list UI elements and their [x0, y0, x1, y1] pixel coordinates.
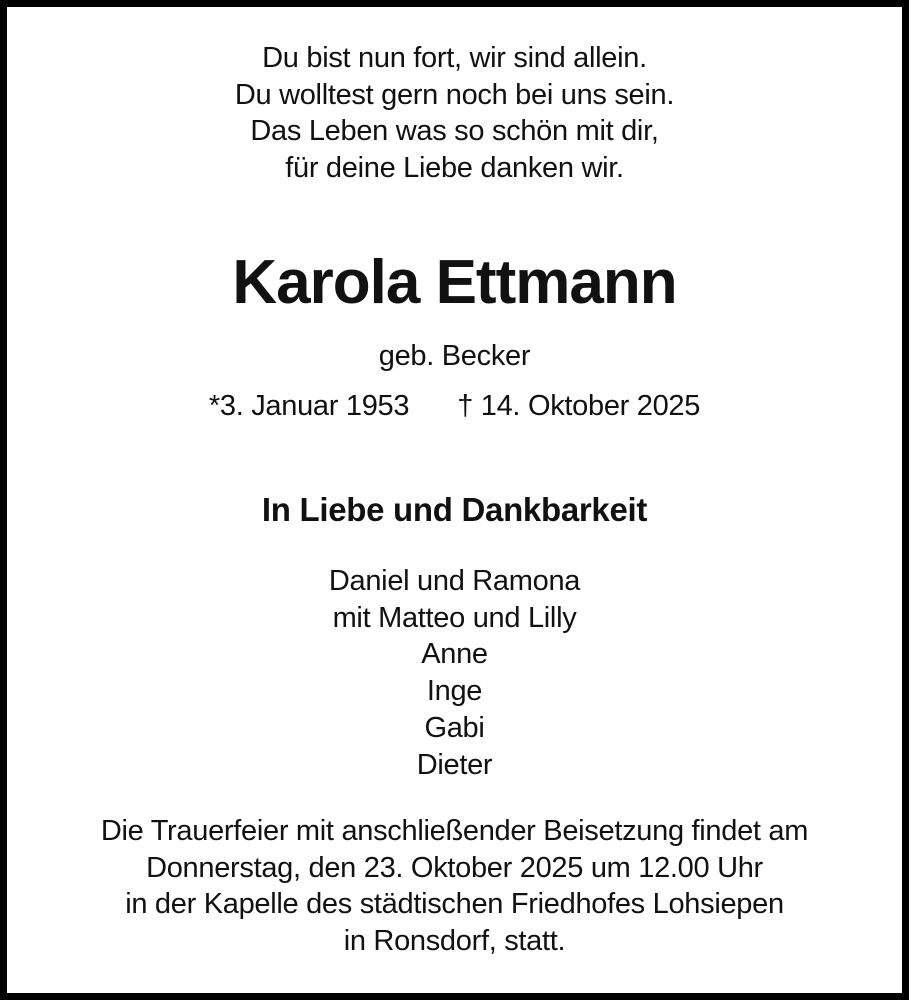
- mourner-line-3: Anne: [421, 638, 488, 671]
- mourner-line-4: Inge: [426, 675, 483, 708]
- funeral-line-2: Donnerstag, den 23. Oktober 2025 um 12.00 Uhr: [146, 851, 763, 884]
- death-date: † 14. Oktober 2025: [457, 390, 701, 422]
- funeral-line-1: Die Trauerfeier mit anschließender Beisetzung findet am: [100, 815, 809, 847]
- poem-line-3: Das Leben was so schön mit dir,: [250, 115, 659, 148]
- memorial-poem: [7, 40, 902, 187]
- closing-phrase: In Liebe und Dankbarkeit: [261, 491, 648, 528]
- mourner-line-1: Daniel und Ramona: [328, 565, 581, 597]
- maiden-name: geb. Becker: [378, 340, 531, 372]
- funeral-line-3: in der Kapelle des städtischen Friedhofes Lohsiepen: [125, 888, 784, 921]
- funeral-info: [7, 813, 902, 960]
- mourner-line-6: Dieter: [416, 748, 493, 781]
- mourner-line-2: mit Matteo und Lilly: [332, 601, 577, 634]
- mourners-list: [7, 563, 902, 783]
- deceased-name: Karola Ettmann: [232, 248, 677, 317]
- poem-line-4: für deine Liebe danken wir.: [285, 152, 624, 185]
- mourner-line-5: Gabi: [424, 711, 485, 744]
- poem-line-2: Du wolltest gern noch bei uns sein.: [234, 78, 675, 111]
- poem-line-1: Du bist nun fort, wir sind allein.: [262, 42, 647, 74]
- life-dates: [7, 388, 902, 425]
- funeral-line-4: in Ronsdorf, statt.: [343, 925, 566, 958]
- birth-date: *3. Januar 1953: [208, 390, 410, 422]
